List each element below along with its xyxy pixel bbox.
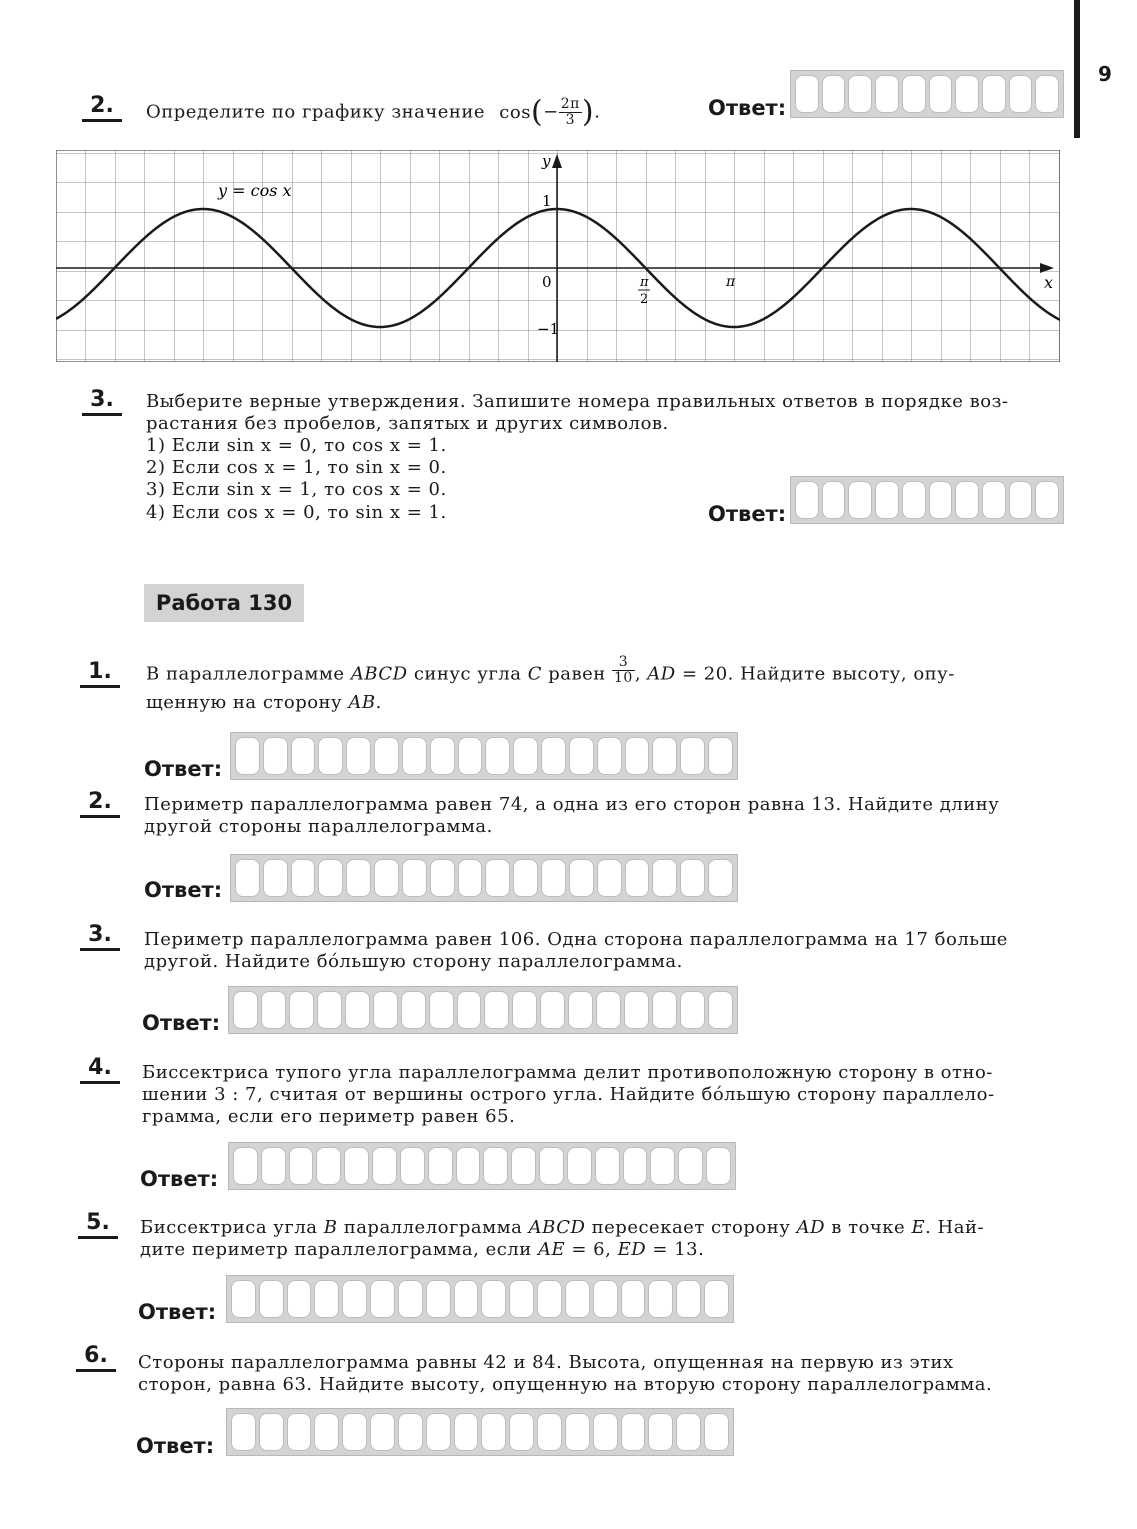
w3-number: 3.: [80, 922, 120, 951]
task-2-answer-label: Ответ:: [708, 96, 787, 120]
work-title: Работа 130: [144, 584, 304, 622]
w1-line-2: щенную на сторону AB.: [146, 692, 382, 713]
w1-fraction: $\frac{3}{10}$: [614, 654, 633, 686]
w6-number: 6.: [76, 1343, 116, 1372]
w4-answer-label: Ответ:: [140, 1167, 219, 1191]
w1-answer-box[interactable]: [230, 732, 738, 780]
w6-line-1: Стороны параллелограмма равны 42 и 84. Высота, опущенная на первую из этих: [138, 1352, 954, 1373]
task-2-prompt: Определите по графику значение: [146, 101, 486, 123]
task-3-line-2: растания без пробелов, запятых и других символов.: [146, 413, 669, 434]
w4-line-3: грамма, если его периметр равен 65.: [142, 1106, 516, 1127]
w2-line-1: Периметр параллелограмма равен 74, а одна из его сторон равна 13. Найдите длину: [144, 794, 1000, 815]
w4-answer-box[interactable]: [228, 1142, 736, 1190]
w3-answer-box[interactable]: [228, 986, 738, 1034]
page-edge-bar: [1074, 0, 1080, 138]
task-3-answer-box[interactable]: [790, 476, 1064, 524]
task-2-number: 2.: [82, 93, 122, 122]
task-3-number: 3.: [82, 387, 122, 416]
y-axis-label: y: [542, 152, 551, 170]
w2-answer-label: Ответ:: [144, 878, 223, 902]
w5-number: 5.: [78, 1210, 118, 1239]
tick-label-one: 1: [542, 192, 552, 210]
w4-number: 4.: [80, 1055, 120, 1084]
tick-label-pi-half-num: π: [640, 275, 649, 290]
curve-label: y = cos x: [218, 181, 292, 200]
task-2-text: Определите по графику значение cos(− $\frac{2\pi}{3}$ ).: [146, 94, 601, 130]
w2-number: 2.: [80, 789, 120, 818]
w6-answer-box[interactable]: [226, 1408, 734, 1456]
task-2-minus: −: [543, 101, 559, 123]
tick-label-pi: π: [726, 274, 736, 290]
w1-answer-label: Ответ:: [144, 757, 223, 781]
w5-answer-box[interactable]: [226, 1275, 734, 1323]
w5-line-2: дите периметр параллелограмма, если AE = 6, ED = 13.: [140, 1239, 705, 1260]
w3-answer-label: Ответ:: [142, 1011, 221, 1035]
tick-label-pi-half-den: 2: [640, 292, 649, 307]
w6-line-2: сторон, равна 63. Найдите высоту, опущенную на вторую сторону параллелограмма.: [138, 1374, 993, 1395]
task-2-fraction: $\frac{2\pi}{3}$: [560, 96, 580, 128]
task-3-option-3: 3) Если sin x = 1, то cos x = 0.: [146, 479, 447, 500]
w2-line-2: другой стороны параллелограмма.: [144, 816, 493, 837]
w6-answer-label: Ответ:: [136, 1434, 215, 1458]
w1-number: 1.: [80, 659, 120, 688]
task-3-answer-label: Ответ:: [708, 502, 787, 526]
page-number: 9: [1098, 62, 1112, 86]
w4-line-1: Биссектриса тупого угла параллелограмма делит противоположную сторону в отно-: [142, 1062, 993, 1083]
w2-answer-box[interactable]: [230, 854, 738, 902]
w4-line-2: шении 3 : 7, считая от вершины острого угла. Найдите бо́льшую сторону параллело-: [142, 1084, 995, 1105]
task-3-option-2: 2) Если cos x = 1, то sin x = 0.: [146, 457, 447, 478]
x-axis-label: x: [1044, 273, 1054, 292]
task-2-answer-box[interactable]: [790, 70, 1064, 118]
task-3-option-4: 4) Если cos x = 0, то sin x = 1.: [146, 502, 447, 523]
w5-line-1: Биссектриса угла B параллелограмма ABCD пересекает сторону AD в точке E. Най-: [140, 1217, 985, 1238]
w3-line-2: другой. Найдите бо́льшую сторону параллелограмма.: [144, 951, 683, 972]
task-3-option-1: 1) Если sin x = 0, то cos x = 1.: [146, 435, 447, 456]
task-3-line-1: Выберите верные утверждения. Запишите номера правильных ответов в порядке воз-: [146, 391, 1009, 412]
w5-answer-label: Ответ:: [138, 1300, 217, 1324]
origin-label: 0: [542, 273, 552, 291]
task-2-cos: cos: [499, 101, 531, 123]
w1-line-1: В параллелограмме ABCD синус угла C равен $\frac{3}{10}$ , AD = 20. Найдите высоту, опу-: [146, 654, 955, 686]
tick-label-minus-one: −1: [537, 320, 560, 338]
w3-line-1: Периметр параллелограмма равен 106. Одна сторона параллелограмма на 17 больше: [144, 929, 1008, 950]
cosine-graph: [56, 150, 1060, 362]
